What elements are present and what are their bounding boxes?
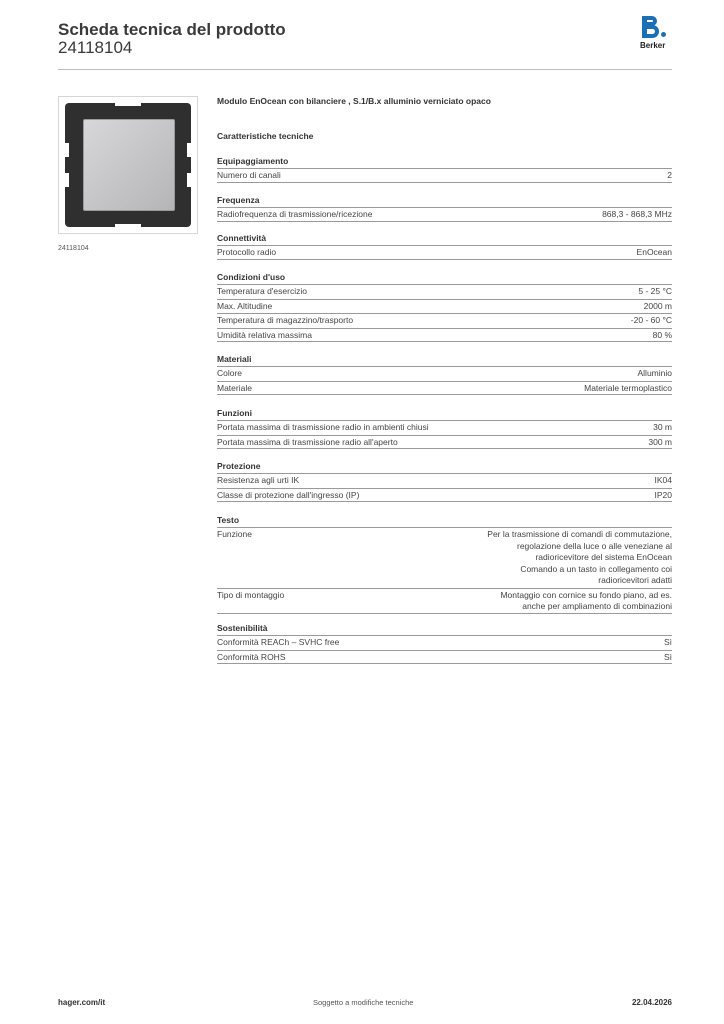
spec-row: [217, 366, 672, 381]
spec-label: Radiofrequenza di trasmissione/ricezione: [217, 209, 373, 219]
spec-label: Numero di canali: [217, 170, 281, 180]
spec-value: [653, 422, 672, 434]
spec-value-line: Comando a un tasto in collegamento coi: [520, 563, 672, 574]
spec-label: Conformità REACh – SVHC free: [217, 637, 340, 647]
spec-value-line: 2: [667, 170, 672, 180]
spec-value: [487, 529, 672, 587]
section-title: Connettività: [217, 233, 267, 243]
spec-row: [217, 588, 672, 614]
spec-row: [217, 168, 672, 183]
spec-label: Protocollo radio: [217, 247, 277, 257]
footer-note: Soggetto a modifiche tecniche: [313, 998, 414, 1007]
section-title: Materiali: [217, 354, 252, 364]
spec-value: [638, 368, 673, 380]
spec-value-line: IP20: [654, 489, 672, 500]
spec-value-line: EnOcean: [636, 247, 672, 257]
spec-label: Resistenza agli urti IK: [217, 475, 300, 485]
berker-b-mark: [642, 16, 664, 38]
spec-value: [500, 590, 672, 613]
spec-value-line: 300 m: [648, 436, 672, 447]
spec-value-line: Per la trasmissione di comandi di commutazione,: [487, 529, 672, 539]
spec-label: Funzione: [217, 529, 252, 539]
footer-date: 22.04.2026: [631, 998, 672, 1007]
spec-value-line: radioricevitore del sistema EnOcean: [535, 552, 672, 562]
page-title: Scheda tecnica del prodotto: [58, 20, 286, 39]
section-title: Equipaggiamento: [217, 156, 289, 166]
spec-label: Umidità relativa massima: [217, 329, 312, 340]
spec-row: [217, 473, 672, 488]
spec-value-line: Materiale termoplastico: [584, 382, 672, 393]
spec-row: [217, 527, 672, 588]
product-image: [58, 96, 198, 234]
spec-value: [667, 170, 672, 182]
spec-value-line: 80 %: [652, 329, 672, 340]
spec-value-line: regolazione della luce o alle veneziane al: [517, 540, 672, 551]
spec-value-line: radioricevitori adatti: [598, 575, 672, 585]
spec-value: [653, 330, 672, 342]
spec-label: Materiale: [217, 382, 252, 393]
section-title: Sostenibilità: [217, 623, 268, 633]
spec-row: [217, 381, 672, 396]
spec-value: [584, 383, 672, 395]
spec-label: Tipo di montaggio: [217, 589, 285, 600]
spec-value: [644, 301, 672, 313]
spec-row: [217, 207, 672, 222]
spec-row: [217, 635, 672, 650]
spec-label: Conformità ROHS: [217, 651, 286, 662]
spec-value-line: Sì: [663, 637, 672, 647]
spec-value: [655, 475, 673, 487]
spec-label: Portata massima di trasmissione radio all'aperto: [217, 436, 398, 447]
spec-value: [637, 247, 672, 259]
spec-label: Colore: [217, 368, 243, 378]
section-title: Protezione: [217, 461, 261, 471]
spec-label: Classe di protezione dall'ingresso (IP): [217, 489, 360, 500]
spec-value: [631, 315, 672, 327]
spec-value-line: 30 m: [653, 422, 672, 432]
product-title: Modulo EnOcean con bilanciere , S.1/B.x alluminio verniciato opaco: [217, 96, 491, 106]
spec-value: [638, 286, 672, 298]
spec-value: [648, 437, 672, 449]
spec-row: [217, 245, 672, 260]
spec-value: [664, 652, 672, 664]
section-title: Funzioni: [217, 408, 252, 418]
spec-row: [217, 488, 672, 503]
logo-text: Berker: [640, 41, 666, 50]
spec-value-line: anche per ampliamento di combinazioni: [522, 601, 672, 611]
spec-value-line: Sì: [663, 651, 672, 662]
spec-row: [217, 313, 672, 328]
spec-subtitle: Caratteristiche tecniche: [217, 131, 314, 141]
spec-row: [217, 650, 672, 665]
spec-value-line: Alluminio: [637, 368, 672, 378]
spec-row: [217, 299, 672, 314]
footer-website: hager.com/it: [58, 998, 106, 1007]
spec-label: Max. Altitudine: [217, 300, 273, 311]
image-caption: 24118104: [58, 245, 89, 252]
spec-value-line: -20 - 60 °C: [630, 315, 672, 326]
berker-logo: [640, 16, 674, 50]
spec-value: [602, 209, 672, 221]
spec-row: [217, 284, 672, 299]
section-title: Testo: [217, 515, 240, 525]
spec-label: Temperatura d'esercizio: [217, 286, 307, 296]
spec-row: [217, 435, 672, 450]
section-title: Condizioni d'uso: [217, 272, 286, 282]
product-code: 24118104: [58, 38, 133, 57]
spec-value-line: 2000 m: [643, 300, 672, 311]
spec-value-line: Montaggio con cornice su fondo piano, ad es.: [500, 589, 672, 600]
spec-value-line: 868,3 - 868,3 MHz: [602, 209, 672, 219]
spec-value-line: 5 - 25 °C: [638, 286, 672, 296]
spec-row: [217, 328, 672, 343]
spec-value-line: IK04: [654, 475, 672, 485]
header-divider: [58, 69, 672, 70]
product-rocker: [83, 119, 175, 211]
spec-value: [664, 637, 672, 649]
spec-value: [655, 490, 673, 502]
product-frame-plate: [65, 103, 191, 227]
spec-row: [217, 420, 672, 435]
spec-label: Temperatura di magazzino/trasporto: [217, 315, 354, 326]
section-title: Frequenza: [217, 195, 260, 205]
spec-label: Portata massima di trasmissione radio in ambienti chiusi: [217, 422, 429, 432]
